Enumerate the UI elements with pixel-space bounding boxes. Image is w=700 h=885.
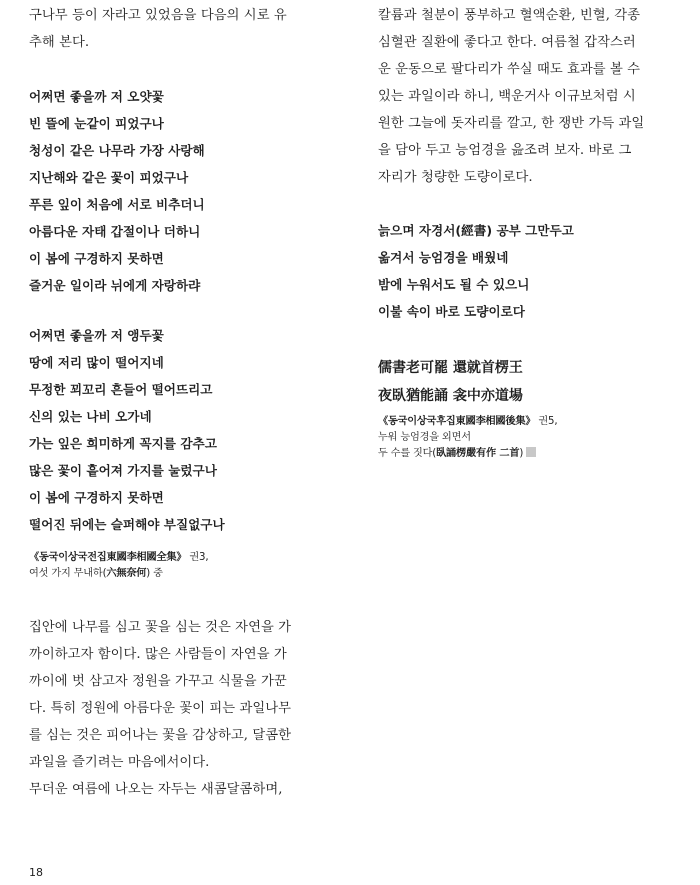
poem-title: 두 수를 짓다( xyxy=(378,448,437,459)
citation-line xyxy=(378,446,557,462)
square-marker-icon xyxy=(526,447,536,457)
source-citation xyxy=(29,550,208,582)
citation-line xyxy=(378,414,557,430)
book-title: 《동국이상국전집東國李相國全集》 xyxy=(29,552,187,563)
poem-line: 가는 잎은 희미하게 꼭지를 감추고 xyxy=(29,436,217,451)
poem-line: 이 봄에 구경하지 못하면 xyxy=(29,251,164,266)
poem-title-suffix: ) 중 xyxy=(146,568,163,579)
poem-line: 夜臥猶能誦 衾中亦道場 xyxy=(378,388,523,404)
poem-plum xyxy=(29,83,205,299)
citation-line: 누워 능엄경을 외면서 xyxy=(378,432,471,443)
poem-line: 이불 속이 바로 도량이로다 xyxy=(378,304,525,319)
text-line: 무더운 여름에 나오는 자두는 새콤달콤하며, xyxy=(29,782,283,797)
text-line: 구나무 등이 자라고 있었음을 다음의 시로 유 xyxy=(29,8,287,23)
poem-line: 떨어진 뒤에는 슬퍼해야 부질없구나 xyxy=(29,517,225,532)
poem-line: 즐거운 일이라 뉘에게 자랑하랴 xyxy=(29,278,201,293)
poem-surangama xyxy=(378,217,574,325)
poem-title-suffix: ) xyxy=(519,448,524,459)
poem-line: 아름다운 자태 갑절이나 더하니 xyxy=(29,224,201,239)
volume: 권5, xyxy=(535,416,558,427)
book-title: 《동국이상국후집東國李相國後集》 xyxy=(378,416,536,427)
poem-line: 밤에 누워서도 될 수 있으니 xyxy=(378,277,530,292)
poem-line: 이 봄에 구경하지 못하면 xyxy=(29,490,164,505)
poem-line: 땅에 저리 많이 떨어지네 xyxy=(29,355,164,370)
text-line: 운 운동으로 팔다리가 쑤실 때도 효과를 볼 수 xyxy=(378,62,641,77)
poem-line: 무정한 꾀꼬리 흔들어 떨어뜨리고 xyxy=(29,382,213,397)
text-line: 원한 그늘에 돗자리를 깔고, 한 쟁반 가득 과일 xyxy=(378,116,645,131)
citation-line xyxy=(29,550,208,566)
text-line: 다. 특히 정원에 아름다운 꽃이 피는 과일나무 xyxy=(29,701,292,716)
poem-cherry xyxy=(29,322,225,538)
text-line: 까이에 벗 삼고자 정원을 가꾸고 식물을 가꾼 xyxy=(29,674,287,689)
text-line: 칼륨과 철분이 풍부하고 혈액순환, 빈혈, 각종 xyxy=(378,8,641,23)
poem-line: 儒書老可罷 還就首楞王 xyxy=(378,360,523,376)
text-line: 를 심는 것은 피어나는 꽃을 감상하고, 달콤한 xyxy=(29,728,292,743)
poem-line: 청성이 같은 나무라 가장 사랑해 xyxy=(29,143,205,158)
text-line: 집안에 나무를 심고 꽃을 심는 것은 자연을 가 xyxy=(29,620,292,635)
poem-line: 늙으며 자경서(經書) 공부 그만두고 xyxy=(378,223,574,238)
poem-line: 많은 꽃이 흩어져 가지를 눌렀구나 xyxy=(29,463,217,478)
poem-title-hanja: 臥誦楞嚴有作 二首 xyxy=(436,448,520,459)
volume: 권3, xyxy=(186,552,209,563)
citation-line xyxy=(29,566,208,582)
text-line: 심혈관 질환에 좋다고 한다. 여름철 갑작스러 xyxy=(378,35,636,50)
poem-line: 어쩌면 좋을까 저 오얏꽃 xyxy=(29,89,164,104)
poem-line: 지난해와 같은 꽃이 피었구나 xyxy=(29,170,189,185)
text-line: 과일을 즐기려는 마음에서이다. xyxy=(29,755,210,770)
body-paragraph xyxy=(378,2,644,191)
poem-line: 어쩌면 좋을까 저 앵두꽃 xyxy=(29,328,164,343)
text-line: 까이하고자 함이다. 많은 사람들이 자연을 가 xyxy=(29,647,287,662)
page-number: 18 xyxy=(29,866,43,879)
poem-title-hanja: 六無奈何 xyxy=(106,568,147,579)
text-line: 자리가 청량한 도량이로다. xyxy=(378,170,533,185)
poem-title: 여섯 가지 무내하( xyxy=(29,568,107,579)
poem-line: 옮겨서 능엄경을 배웠네 xyxy=(378,250,509,265)
poem-line: 빈 뜰에 눈같이 피었구나 xyxy=(29,116,164,131)
poem-line: 푸른 잎이 처음에 서로 비추더니 xyxy=(29,197,205,212)
body-paragraph xyxy=(29,614,291,803)
poem-hanja xyxy=(378,354,523,410)
text-line: 있는 과일이라 하니, 백운거사 이규보처럼 시 xyxy=(378,89,636,104)
text-line: 을 담아 두고 능엄경을 읊조려 보자. 바로 그 xyxy=(378,143,632,158)
poem-line: 신의 있는 나비 오가네 xyxy=(29,409,152,424)
intro-paragraph xyxy=(29,2,287,56)
text-line: 추해 본다. xyxy=(29,35,90,50)
source-citation xyxy=(378,414,557,462)
